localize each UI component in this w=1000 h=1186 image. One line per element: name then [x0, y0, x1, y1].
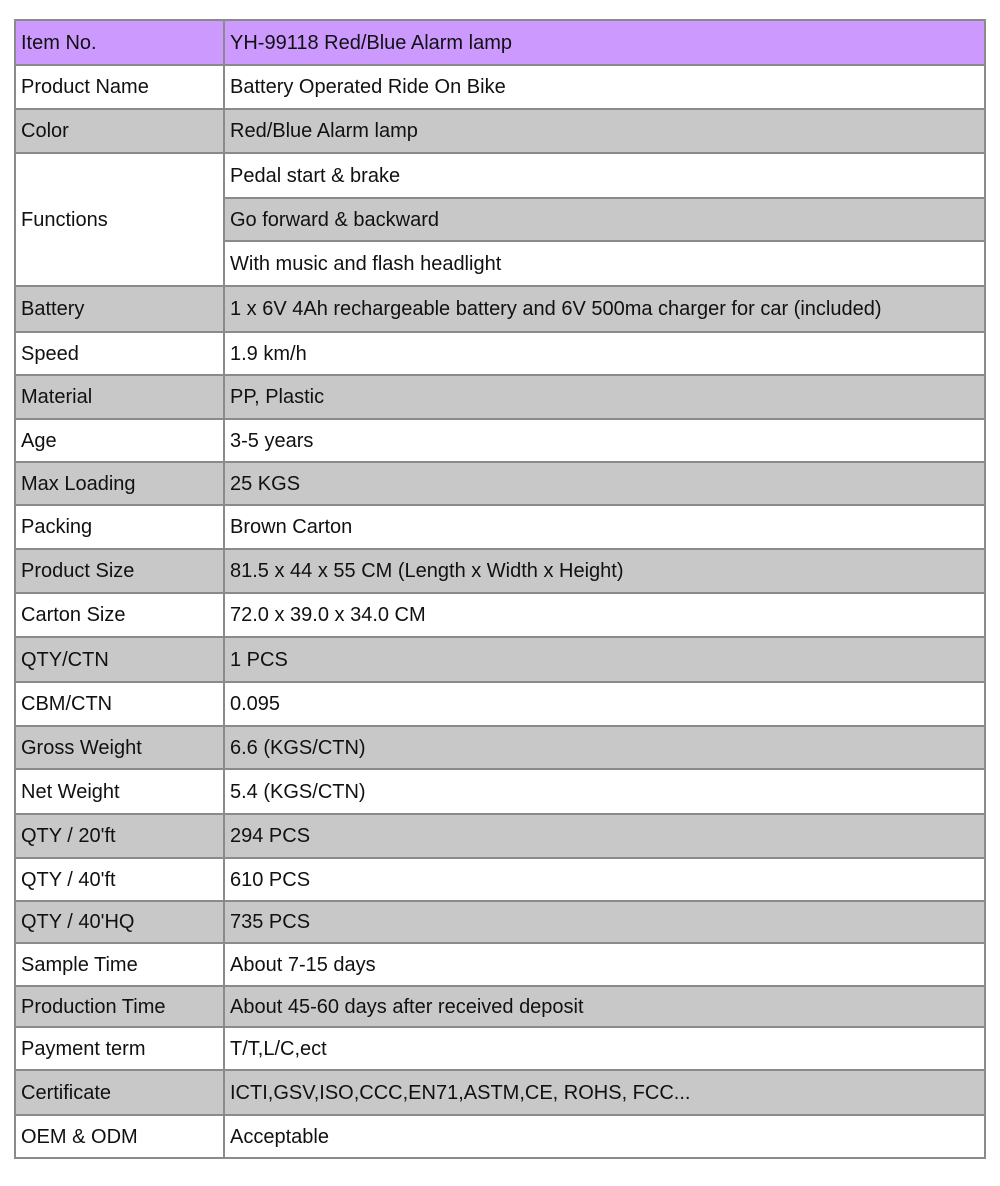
table-row — [15, 1115, 985, 1158]
row-value: Brown Carton — [224, 505, 985, 549]
row-value: 6.6 (KGS/CTN) — [224, 726, 985, 769]
row-value: 25 KGS — [224, 462, 985, 505]
row-label: Material — [15, 375, 224, 419]
table-row — [15, 637, 985, 682]
table-row — [15, 1027, 985, 1070]
row-value: 294 PCS — [224, 814, 985, 858]
row-value: YH-99118 Red/Blue Alarm lamp — [224, 20, 985, 65]
row-value: 735 PCS — [224, 901, 985, 943]
table-row — [15, 462, 985, 505]
row-label: Max Loading — [15, 462, 224, 505]
table-row — [15, 769, 985, 814]
row-label: Payment term — [15, 1027, 224, 1070]
row-value: Go forward & backward — [224, 198, 985, 241]
table-row — [15, 505, 985, 549]
table-row — [15, 419, 985, 462]
row-value: 1 PCS — [224, 637, 985, 682]
table-row — [15, 986, 985, 1027]
row-value: 72.0 x 39.0 x 34.0 CM — [224, 593, 985, 637]
table-row — [15, 286, 985, 332]
row-label: QTY / 40'ft — [15, 858, 224, 901]
row-value: PP, Plastic — [224, 375, 985, 419]
row-value: Pedal start & brake — [224, 153, 985, 198]
table-row — [15, 1070, 985, 1115]
row-label: Production Time — [15, 986, 224, 1027]
row-label: Functions — [15, 153, 224, 286]
row-label: Product Name — [15, 65, 224, 109]
row-value: 1 x 6V 4Ah rechargeable battery and 6V 500ma charger for car (included) — [224, 286, 985, 332]
row-value: T/T,L/C,ect — [224, 1027, 985, 1070]
row-value: About 45-60 days after received deposit — [224, 986, 985, 1027]
table-row — [15, 375, 985, 419]
table-row — [15, 726, 985, 769]
row-value: 5.4 (KGS/CTN) — [224, 769, 985, 814]
table-row — [15, 858, 985, 901]
table-row — [15, 593, 985, 637]
row-label: Color — [15, 109, 224, 153]
table-row-functions — [15, 153, 985, 198]
row-value: About 7-15 days — [224, 943, 985, 986]
row-value: 1.9 km/h — [224, 332, 985, 375]
row-label: Net Weight — [15, 769, 224, 814]
row-value: Battery Operated Ride On Bike — [224, 65, 985, 109]
table-row-item-no — [15, 20, 985, 65]
row-label: Speed — [15, 332, 224, 375]
row-value: 0.095 — [224, 682, 985, 726]
table-row — [15, 901, 985, 943]
row-value: 610 PCS — [224, 858, 985, 901]
table-row — [15, 814, 985, 858]
row-label: Item No. — [15, 20, 224, 65]
table-row — [15, 682, 985, 726]
row-value: Red/Blue Alarm lamp — [224, 109, 985, 153]
row-label: QTY / 20'ft — [15, 814, 224, 858]
row-label: Age — [15, 419, 224, 462]
table-row — [15, 943, 985, 986]
row-label: Gross Weight — [15, 726, 224, 769]
table-row — [15, 65, 985, 109]
row-label: QTY / 40'HQ — [15, 901, 224, 943]
row-value: Acceptable — [224, 1115, 985, 1158]
row-label: Battery — [15, 286, 224, 332]
table-row — [15, 109, 985, 153]
row-label: Product Size — [15, 549, 224, 593]
row-label: Carton Size — [15, 593, 224, 637]
row-label: Certificate — [15, 1070, 224, 1115]
spec-table — [14, 19, 986, 1159]
row-label: OEM & ODM — [15, 1115, 224, 1158]
row-label: QTY/CTN — [15, 637, 224, 682]
row-label: Packing — [15, 505, 224, 549]
table-row — [15, 549, 985, 593]
row-label: CBM/CTN — [15, 682, 224, 726]
table-row — [15, 332, 985, 375]
row-value: With music and flash headlight — [224, 241, 985, 286]
row-value: ICTI,GSV,ISO,CCC,EN71,ASTM,CE, ROHS, FCC... — [224, 1070, 985, 1115]
row-label: Sample Time — [15, 943, 224, 986]
row-value: 3-5 years — [224, 419, 985, 462]
row-value: 81.5 x 44 x 55 CM (Length x Width x Height) — [224, 549, 985, 593]
